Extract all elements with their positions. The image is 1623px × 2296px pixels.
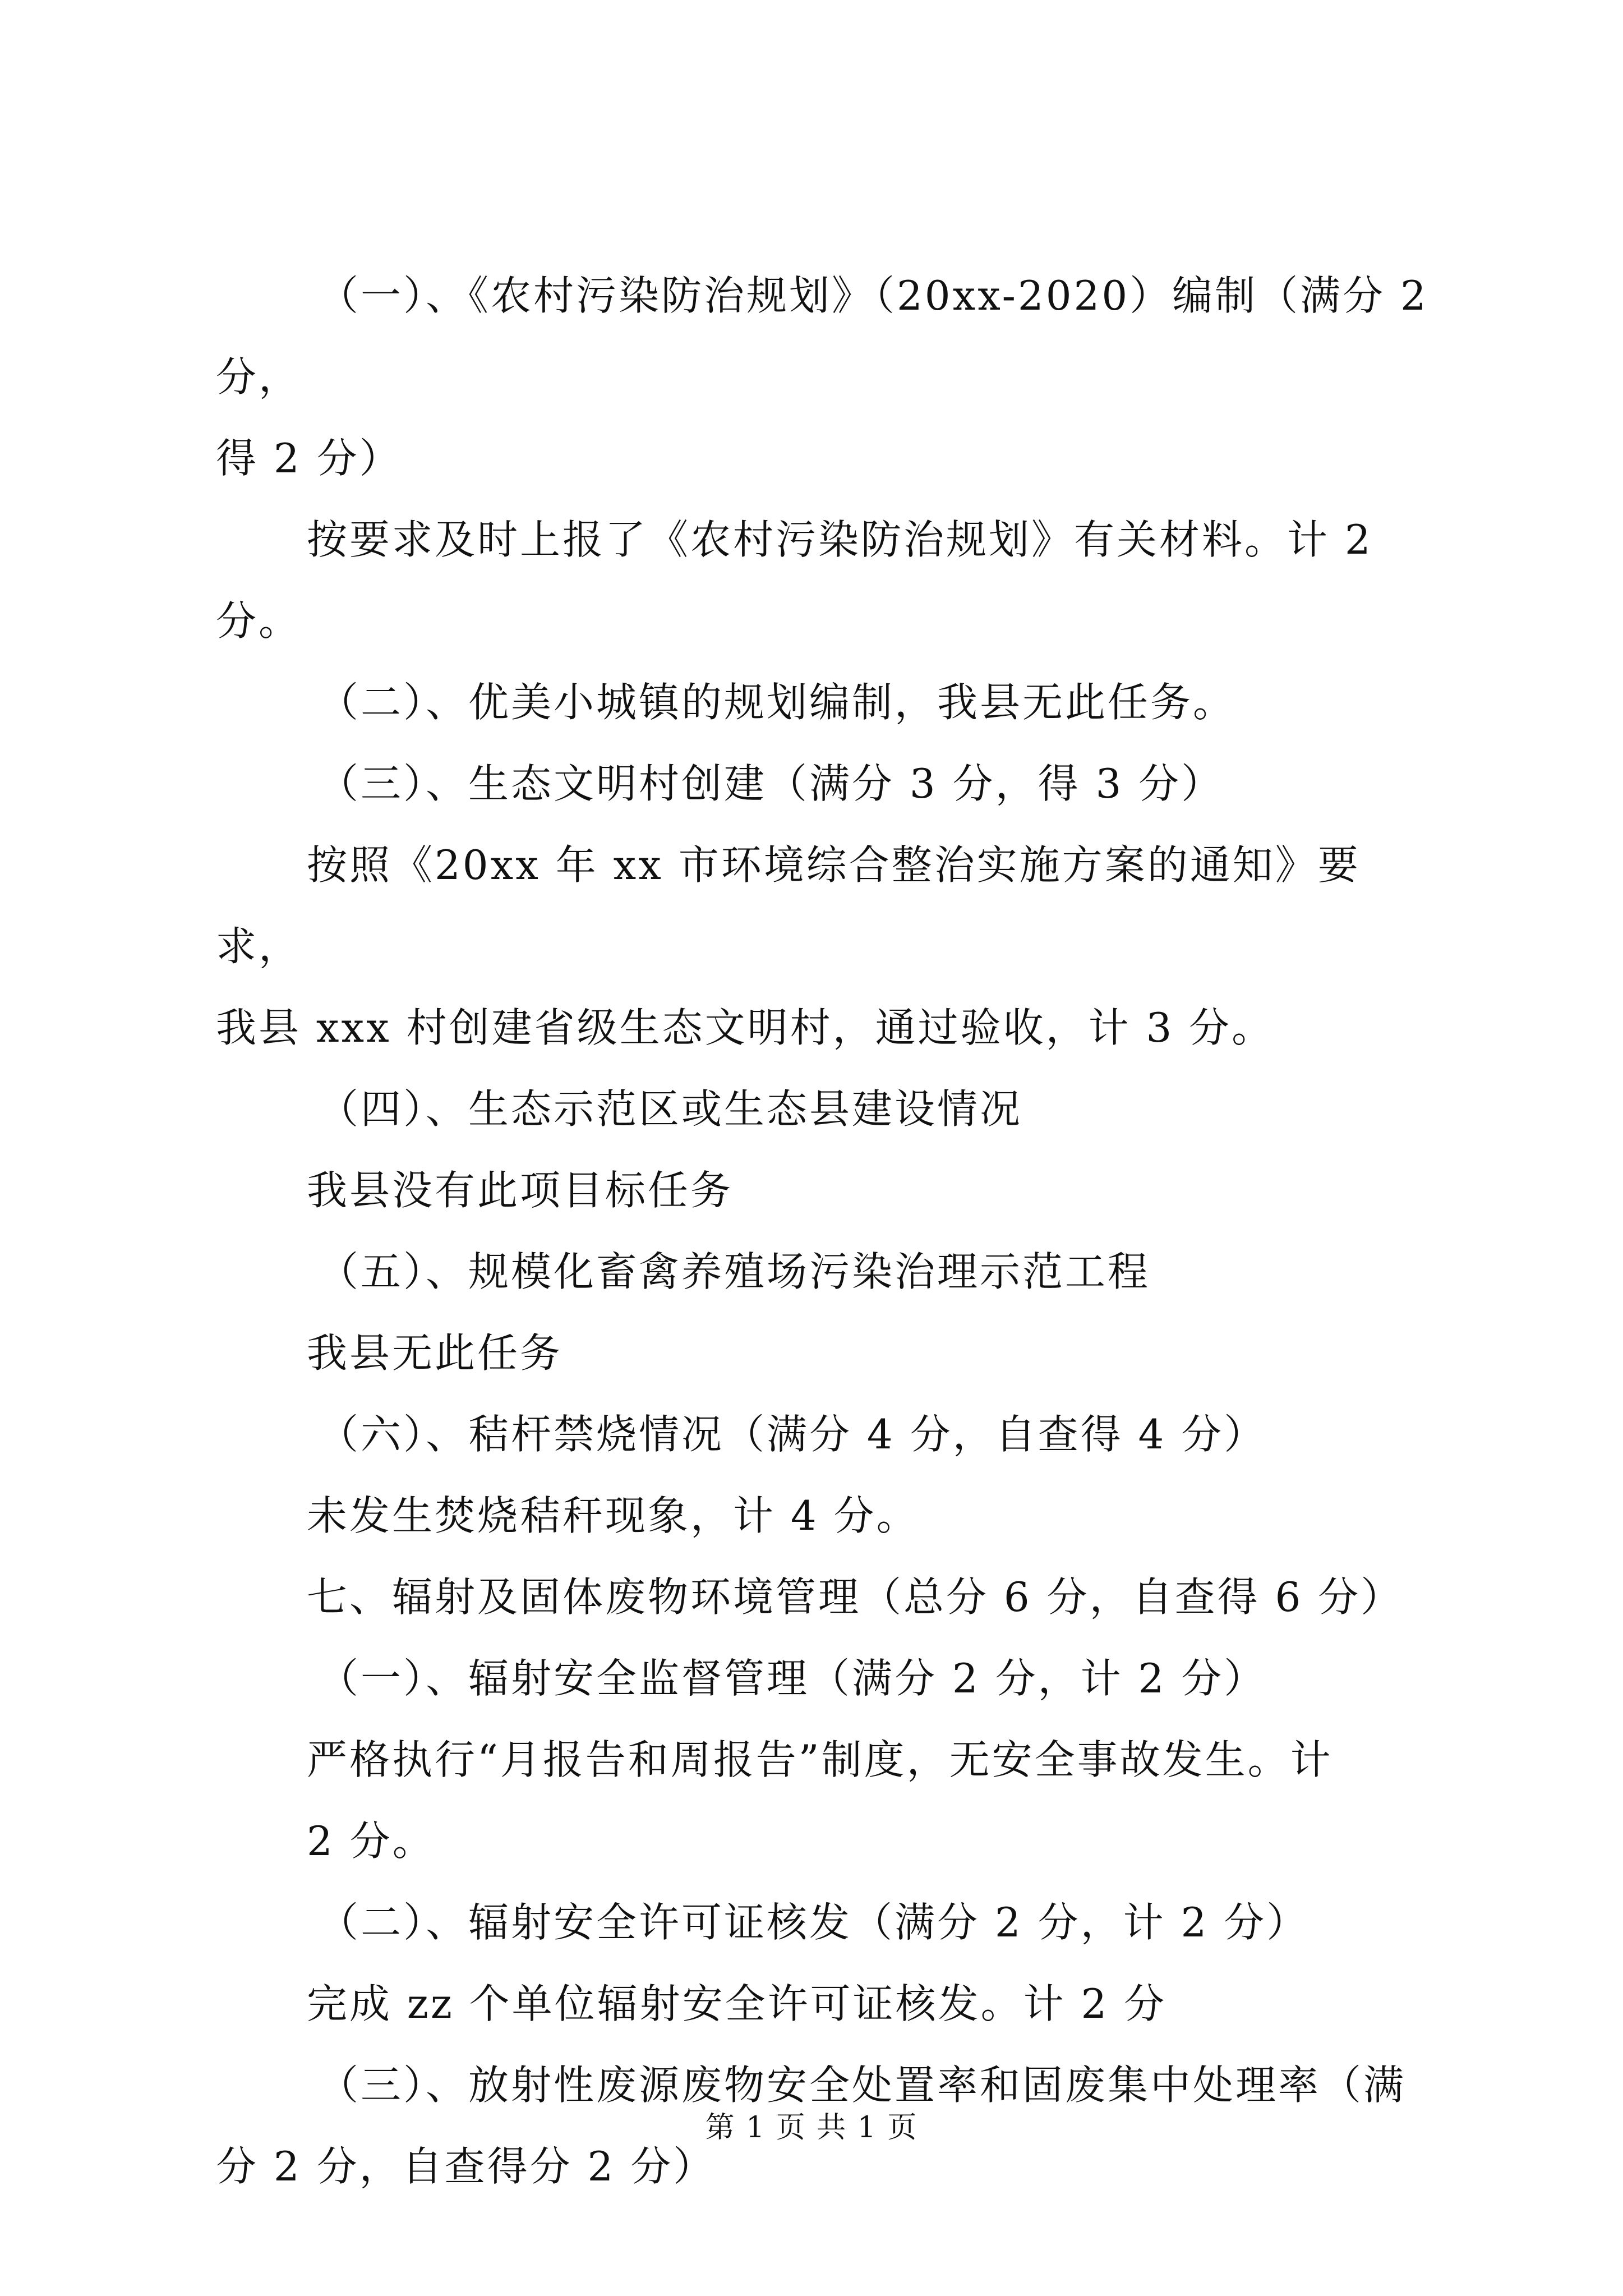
paragraph: 我县 xxx 村创建省级生态文明村，通过验收，计 3 分。 <box>216 1004 1275 1051</box>
paragraph: 分 2 分，自查得分 2 分） <box>216 2143 716 2190</box>
paragraph: 2 分。 <box>307 1818 435 1865</box>
paragraph: 按照《20xx 年 xx 市环境综合整治实施方案的通知》要求， <box>216 841 1361 970</box>
section-heading: 七、辐射及固体废物环境管理（总分 6 分，自查得 6 分） <box>307 1573 1404 1621</box>
paragraph: （一）、《农村污染防治规划》（20xx-2020）编制（满分 2 分， <box>216 272 1444 401</box>
paragraph: 完成 zz 个单位辐射安全许可证核发。计 2 分 <box>307 1980 1167 2027</box>
paragraph: （三）、放射性废源废物安全处置率和固废集中处理率（满 <box>318 2062 1407 2109</box>
paragraph: 未发生焚烧秸秆现象，计 4 分。 <box>307 1492 919 1539</box>
paragraph: （二）、辐射安全许可证核发（满分 2 分，计 2 分） <box>318 1899 1310 1946</box>
paragraph: （五）、规模化畜禽养殖场污染治理示范工程 <box>318 1248 1151 1295</box>
paragraph: 我县无此任务 <box>307 1329 563 1377</box>
paragraph: （一）、辐射安全监督管理（满分 2 分，计 2 分） <box>318 1655 1267 1702</box>
page-footer: 第 1 页 共 1 页 <box>705 2111 918 2145</box>
paragraph: 按要求及时上报了《农村污染防治规划》有关材料。计 2 分。 <box>216 516 1388 645</box>
paragraph: 得 2 分） <box>216 435 402 482</box>
paragraph: 严格执行“月报告和周报告”制度，无安全事故发生。计 <box>307 1736 1333 1783</box>
paragraph: （六）、秸杆禁烧情况（满分 4 分，自查得 4 分） <box>318 1411 1267 1458</box>
paragraph: （三）、生态文明村创建（满分 3 分，得 3 分） <box>318 760 1224 807</box>
document-body <box>216 255 1444 2207</box>
paragraph: 我县没有此项目标任务 <box>307 1167 734 1214</box>
paragraph: （二）、优美小城镇的规划编制，我县无此任务。 <box>318 679 1236 726</box>
paragraph: （四）、生态示范区或生态县建设情况 <box>318 1085 1023 1133</box>
